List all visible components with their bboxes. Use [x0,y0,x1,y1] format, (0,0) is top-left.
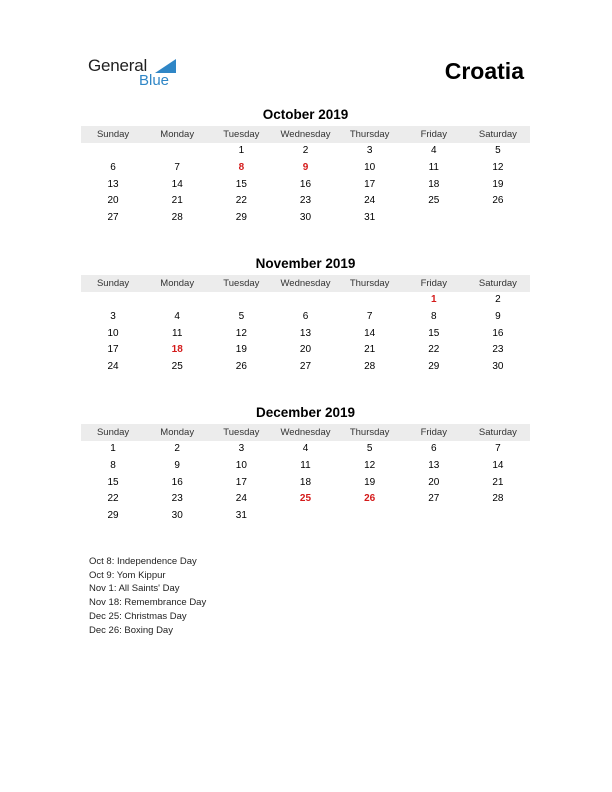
day-cell: 13 [107,178,119,190]
day-cell: 30 [299,212,312,224]
day-cell: 24 [364,195,376,207]
week-row [81,441,530,458]
day-cell: 19 [364,476,376,488]
day-cell: 21 [364,344,376,356]
day-cell: 2 [495,294,501,305]
month-title: December 2019 [255,405,356,420]
day-cell: 9 [495,310,501,322]
month-november [81,255,530,376]
day-cell: 22 [235,195,247,207]
day-cell: 5 [238,310,245,322]
week-row [81,475,530,492]
day-cell: 7 [366,310,373,322]
day-cell: 30 [492,361,504,373]
day-cell: 29 [428,361,440,373]
weekday-label: Thursday [349,278,390,289]
day-cell: 15 [428,327,440,339]
weekday-label: Friday [420,129,447,140]
day-cell: 20 [428,476,440,488]
day-cell [145,143,209,160]
weekday-label: Sunday [96,129,130,140]
holiday-day-cell: 25 [299,493,312,505]
month-october [81,106,530,227]
day-cell: 5 [366,443,373,454]
holiday-day-cell: 18 [171,344,183,356]
day-cell: 4 [430,145,437,156]
weekday-label: Thursday [349,427,390,438]
day-cell: 15 [107,476,119,488]
logo-text-general: General [88,56,148,75]
day-cell [466,210,530,227]
weekday-label: Tuesday [223,129,260,140]
day-cell: 20 [299,344,312,356]
generalblue-logo [88,56,188,92]
day-cell: 6 [302,310,309,322]
day-cell: 19 [492,178,504,190]
day-cell: 11 [172,327,183,339]
weekday-label: Wednesday [280,278,331,289]
day-cell: 24 [107,361,119,373]
day-cell [338,292,402,309]
weekday-label: Monday [160,278,195,289]
week-row [81,210,530,227]
weekday-label: Friday [420,427,447,438]
day-cell: 22 [107,493,119,505]
week-row [81,143,530,160]
weekday-label: Tuesday [223,278,260,289]
day-cell [338,508,402,525]
holiday-note: Dec 25: Christmas Day [89,610,187,622]
day-cell: 12 [364,459,376,471]
weekday-label: Thursday [349,129,390,140]
day-cell [402,508,466,525]
day-cell: 27 [107,212,119,224]
day-cell: 17 [235,476,247,488]
logo-text-blue: Blue [139,72,170,89]
day-cell: 11 [300,459,311,471]
holiday-note: Oct 8: Independence Day [89,556,197,567]
holiday-note: Nov 18: Remembrance Day [89,597,207,609]
weekday-label: Friday [420,278,447,289]
day-cell: 10 [364,161,376,173]
day-cell: 23 [171,493,183,505]
day-cell: 28 [171,212,183,224]
day-cell: 14 [171,178,183,190]
day-cell: 16 [171,476,183,488]
day-cell: 26 [492,195,504,207]
weekday-label: Tuesday [223,427,260,438]
day-cell: 6 [430,443,437,454]
day-cell: 3 [110,310,116,322]
day-cell: 24 [235,493,247,505]
day-cell: 2 [174,443,180,454]
holiday-note: Dec 26: Boxing Day [89,624,173,636]
day-cell: 14 [492,459,504,471]
day-cell: 14 [364,327,376,339]
weekday-label: Saturday [478,278,517,289]
day-cell [81,292,145,309]
weekday-label: Monday [160,427,195,438]
day-cell: 13 [428,459,440,471]
week-row [81,292,530,309]
day-cell: 26 [235,361,247,373]
day-cell [145,292,209,309]
day-cell: 10 [235,459,247,471]
day-cell: 20 [107,195,119,207]
week-row [81,309,530,326]
day-cell: 21 [171,195,183,207]
day-cell: 22 [428,344,440,356]
day-cell: 3 [366,145,373,156]
day-cell: 3 [238,443,245,454]
day-cell: 21 [492,476,504,488]
day-cell: 27 [299,361,312,373]
week-row [81,508,530,525]
day-cell: 12 [492,161,504,173]
day-cell [209,292,273,309]
day-cell: 25 [171,361,183,373]
day-cell: 5 [495,145,501,156]
week-row [81,458,530,475]
day-cell [273,508,337,525]
holiday-day-cell: 9 [302,161,309,173]
day-cell [81,143,145,160]
holiday-note: Oct 9: Yom Kippur [89,569,166,581]
week-row [81,342,530,359]
day-cell: 1 [110,443,116,454]
week-row [81,491,530,508]
day-cell: 25 [428,195,440,207]
day-cell: 23 [492,344,504,356]
weekday-label: Wednesday [280,129,331,140]
weekday-label: Sunday [96,427,130,438]
day-cell: 29 [235,212,247,224]
day-cell: 27 [428,493,440,505]
day-cell: 12 [235,327,247,339]
day-cell [402,210,466,227]
day-cell: 30 [171,510,183,522]
week-row [81,193,530,210]
week-row [81,359,530,376]
week-row [81,160,530,177]
day-cell: 4 [302,443,309,454]
day-cell: 6 [110,161,116,173]
day-cell: 10 [107,327,119,339]
day-cell: 8 [430,310,437,322]
day-cell: 29 [107,510,119,522]
day-cell: 19 [235,344,247,356]
country-title: Croatia [444,58,524,84]
day-cell [466,508,530,525]
day-cell: 4 [174,310,180,322]
day-cell: 9 [174,459,180,471]
holiday-notes [89,555,206,637]
day-cell: 2 [302,145,309,156]
month-december [81,404,530,525]
weekday-header [81,126,530,143]
day-cell: 7 [495,443,501,454]
day-cell: 31 [364,212,376,224]
weekday-label: Wednesday [280,427,331,438]
holiday-day-cell: 26 [364,493,376,505]
day-cell: 11 [428,161,439,173]
day-cell: 17 [364,178,376,190]
day-cell: 16 [492,327,504,339]
holiday-day-cell: 1 [430,294,437,305]
day-cell: 18 [428,178,440,190]
logo-triangle-icon [155,59,176,73]
week-row [81,177,530,194]
day-cell: 17 [107,344,119,356]
holiday-note: Nov 1: All Saints' Day [89,583,180,595]
day-cell: 7 [174,161,180,173]
weekday-label: Sunday [96,278,130,289]
month-title: November 2019 [255,256,356,271]
day-cell: 8 [110,459,116,471]
day-cell: 1 [238,145,245,156]
day-cell: 18 [299,476,312,488]
week-row [81,326,530,343]
weekday-label: Monday [160,129,195,140]
day-cell: 16 [299,178,312,190]
day-cell: 13 [299,327,312,339]
weekday-header [81,424,530,441]
day-cell [273,292,337,309]
day-cell: 15 [235,178,247,190]
day-cell: 28 [492,493,504,505]
weekday-label: Saturday [478,129,517,140]
day-cell: 31 [235,510,247,522]
weekday-label: Saturday [478,427,517,438]
day-cell: 28 [364,361,376,373]
month-title: October 2019 [262,107,349,122]
day-cell: 23 [299,195,312,207]
weekday-header [81,275,530,292]
holiday-day-cell: 8 [238,161,245,173]
